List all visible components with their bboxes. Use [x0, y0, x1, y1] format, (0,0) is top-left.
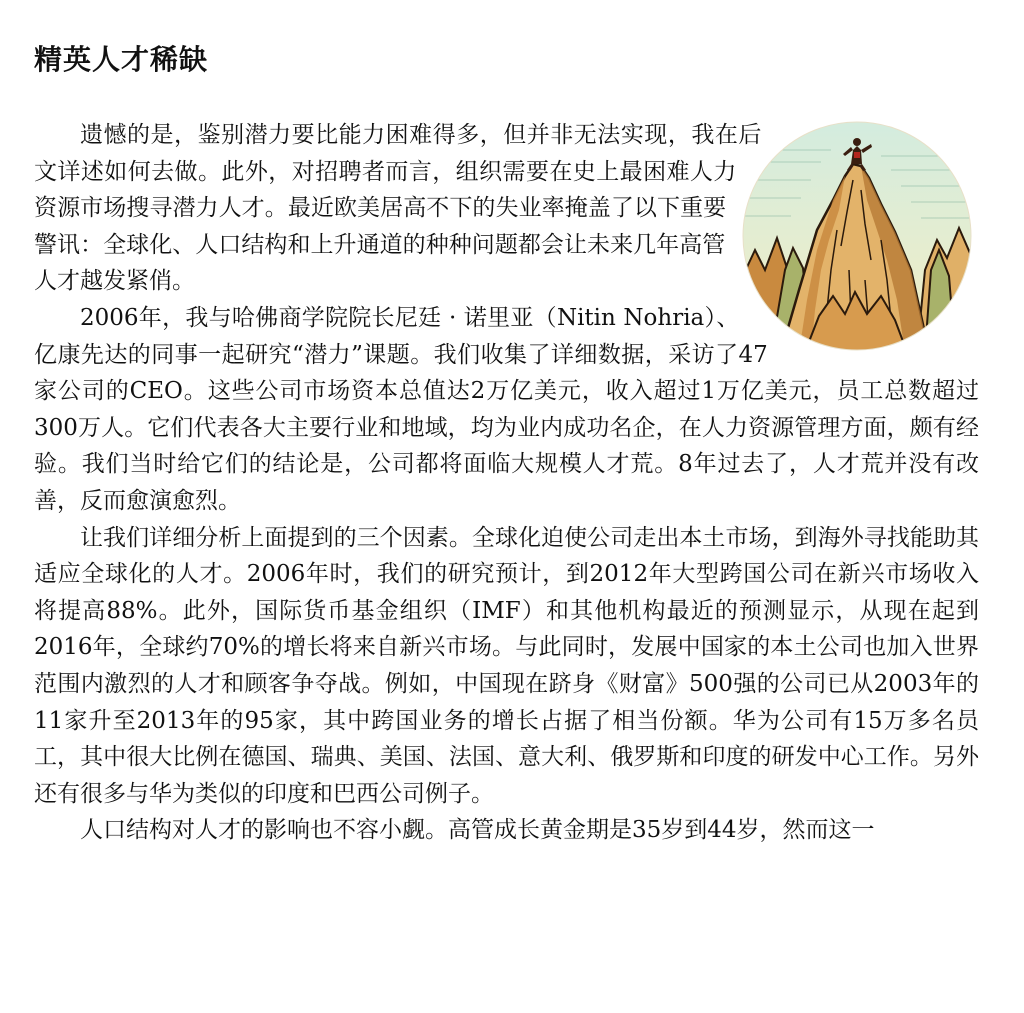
article-body: [34, 117, 979, 849]
paragraph: 人口结构对人才的影响也不容小觑。高管成长黄金期是35岁到44岁，然而这一: [80, 817, 875, 844]
figure-wrap-space: [724, 117, 979, 367]
paragraph: 遗憾的是，鉴别潜力要比能力困难得多，但并非无法实现，我在后文详述如何去做。此外，对招聘者而言，组织需要在史上最困难人力资源市场搜寻潜力人才。最近欧美居高不下的失业率掩盖了以下重要警讯：全球化、人口结构和上升通道的种种问题都会让未来几年高管人才越发紧俏。: [34, 122, 762, 295]
paragraph: 2006年，我与哈佛商学院院长尼廷 · 诺里亚（Nitin Nohria）、亿康先达的同事一起研究“潜力”课题。我们收集了详细数据，采访了47家公司的CEO。这些公司市场资本总值达2万亿美元，收入超过1万亿美元，员工总数超过300万人。它们代表各大主要行业和地域，均为业内成功名企，在人力资源管理方面，颇有经验。我们当时给它们的结论是，公司都将面临大规模人才荒。8年过去了，人才荒并没有改善，反而愈演愈烈。: [34, 304, 979, 514]
section-heading: 精英人才稀缺: [34, 43, 209, 76]
paragraph: 让我们详细分析上面提到的三个因素。全球化迫使公司走出本土市场，到海外寻找能助其适应全球化的人才。2006年时，我们的研究预计，到2012年大型跨国公司在新兴市场收入将提高88%。此外，国际货币基金组织（IMF）和其他机构最近的预测显示，从现在起到2016年，全球约70%的增长将来自新兴市场。与此同时，发展中国家的本土公司也加入世界范围内激烈的人才和顾客争夺战。例如，中国现在跻身《财富》500强的公司已从2003年的11家升至2013年的95家，其中跨国业务的增长占据了相当份额。华为公司有15万多名员工，其中很大比例在德国、瑞典、美国、法国、意大利、俄罗斯和印度的研发中心工作。另外还有很多与华为类似的印度和巴西公司例子。: [34, 524, 979, 807]
